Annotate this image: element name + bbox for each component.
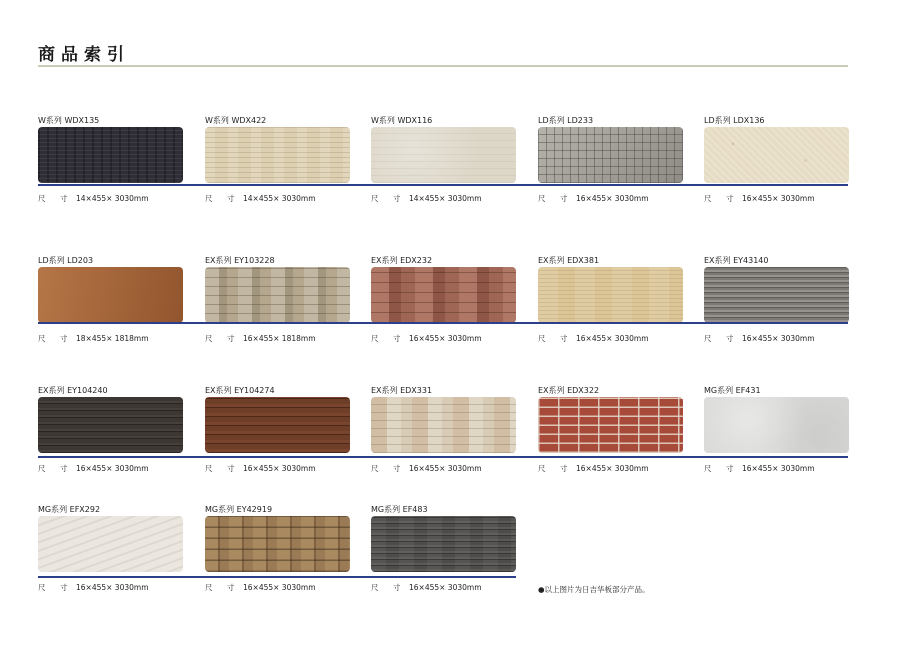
- size-value: 18×455× 1818mm: [76, 334, 149, 343]
- size-label-cun: 寸: [393, 194, 401, 203]
- product-swatch: [38, 127, 183, 183]
- size-label-chi: 尺: [38, 334, 46, 343]
- product-name: EX系列 EDX322: [538, 386, 600, 395]
- product-name: LD系列 LDX136: [704, 116, 765, 125]
- product-item: [371, 116, 516, 204]
- product-item: [704, 256, 849, 344]
- size-value: 16×455× 3030mm: [742, 334, 815, 343]
- size-label-cun: 寸: [560, 334, 568, 343]
- product-item: [205, 116, 350, 204]
- product-swatch: [538, 397, 683, 453]
- size-value: 16×455× 3030mm: [76, 464, 149, 473]
- size-value: 16×455× 3030mm: [742, 194, 815, 203]
- product-size: [704, 193, 849, 204]
- row-divider: [38, 322, 848, 324]
- product-swatch: [371, 127, 516, 183]
- product-item: [371, 505, 516, 593]
- size-label-cun: 寸: [726, 464, 734, 473]
- product-size: [205, 193, 350, 204]
- product-swatch: [205, 397, 350, 453]
- size-label-cun: 寸: [60, 334, 68, 343]
- size-label-cun: 寸: [393, 334, 401, 343]
- size-label-cun: 寸: [60, 583, 68, 592]
- product-swatch: [704, 127, 849, 183]
- product-size: [38, 463, 183, 474]
- product-item: [205, 256, 350, 344]
- size-label-cun: 寸: [60, 194, 68, 203]
- product-size: [38, 333, 183, 344]
- product-item: [38, 256, 183, 344]
- product-item: [371, 386, 516, 474]
- size-value: 14×455× 3030mm: [243, 194, 316, 203]
- product-item: [538, 386, 683, 474]
- size-label-chi: 尺: [205, 194, 213, 203]
- product-name: W系列 WDX116: [371, 116, 433, 125]
- size-value: 16×455× 3030mm: [409, 334, 482, 343]
- size-label-cun: 寸: [393, 583, 401, 592]
- product-swatch: [371, 516, 516, 572]
- product-size: [205, 582, 350, 593]
- size-value: 16×455× 3030mm: [576, 334, 649, 343]
- product-swatch: [704, 267, 849, 323]
- size-value: 16×455× 3030mm: [76, 583, 149, 592]
- size-label-chi: 尺: [538, 334, 546, 343]
- product-size: [704, 463, 849, 474]
- product-size: [538, 333, 683, 344]
- product-name: MG系列 EF431: [704, 386, 761, 395]
- size-label-cun: 寸: [560, 194, 568, 203]
- size-label-chi: 尺: [371, 464, 379, 473]
- product-size: [538, 193, 683, 204]
- product-size: [38, 582, 183, 593]
- product-swatch: [205, 267, 350, 323]
- size-label-cun: 寸: [726, 334, 734, 343]
- size-label-chi: 尺: [371, 583, 379, 592]
- product-name: MG系列 EY42919: [205, 505, 273, 514]
- product-item: [38, 116, 183, 204]
- size-label-chi: 尺: [704, 194, 712, 203]
- product-size: [371, 333, 516, 344]
- product-swatch: [538, 127, 683, 183]
- product-size: [38, 193, 183, 204]
- product-item: [38, 505, 183, 593]
- product-name: W系列 WDX422: [205, 116, 267, 125]
- row-divider: [38, 456, 848, 458]
- row-divider: [38, 576, 516, 578]
- size-label-cun: 寸: [393, 464, 401, 473]
- product-size: [371, 463, 516, 474]
- product-swatch: [38, 516, 183, 572]
- product-size: [205, 463, 350, 474]
- size-label-chi: 尺: [205, 464, 213, 473]
- product-swatch: [205, 516, 350, 572]
- product-item: [538, 256, 683, 344]
- size-label-chi: 尺: [38, 583, 46, 592]
- size-value: 16×455× 3030mm: [742, 464, 815, 473]
- size-label-chi: 尺: [38, 194, 46, 203]
- size-value: 16×455× 3030mm: [409, 583, 482, 592]
- size-label-chi: 尺: [538, 464, 546, 473]
- product-name: MG系列 EFX292: [38, 505, 101, 514]
- size-value: 16×455× 3030mm: [243, 583, 316, 592]
- product-swatch: [38, 267, 183, 323]
- product-swatch: [704, 397, 849, 453]
- size-label-cun: 寸: [726, 194, 734, 203]
- product-size: [538, 463, 683, 474]
- product-swatch: [538, 267, 683, 323]
- footnote: ●以上图片为日吉华板部分产品。: [538, 585, 650, 594]
- size-value: 16×455× 1818mm: [243, 334, 316, 343]
- size-value: 14×455× 3030mm: [76, 194, 149, 203]
- size-label-cun: 寸: [227, 464, 235, 473]
- size-label-cun: 寸: [60, 464, 68, 473]
- product-swatch: [38, 397, 183, 453]
- size-value: 16×455× 3030mm: [243, 464, 316, 473]
- row-divider: [38, 184, 848, 186]
- product-item: [704, 386, 849, 474]
- product-name: MG系列 EF483: [371, 505, 428, 514]
- product-name: EX系列 EY104240: [38, 386, 108, 395]
- size-label-cun: 寸: [227, 194, 235, 203]
- size-label-chi: 尺: [704, 464, 712, 473]
- size-label-chi: 尺: [538, 194, 546, 203]
- product-swatch: [371, 397, 516, 453]
- product-size: [205, 333, 350, 344]
- size-label-chi: 尺: [205, 583, 213, 592]
- size-label-chi: 尺: [371, 334, 379, 343]
- size-value: 16×455× 3030mm: [576, 194, 649, 203]
- product-item: [38, 386, 183, 474]
- product-item: [538, 116, 683, 204]
- product-name: W系列 WDX135: [38, 116, 100, 125]
- title-divider: [38, 65, 848, 67]
- product-size: [371, 193, 516, 204]
- product-name: EX系列 EY43140: [704, 256, 769, 265]
- size-label-chi: 尺: [38, 464, 46, 473]
- size-label-cun: 寸: [227, 334, 235, 343]
- product-name: EX系列 EDX232: [371, 256, 433, 265]
- size-label-chi: 尺: [371, 194, 379, 203]
- size-value: 16×455× 3030mm: [576, 464, 649, 473]
- product-item: [205, 505, 350, 593]
- page-title: 商品索引: [38, 45, 130, 65]
- size-label-chi: 尺: [205, 334, 213, 343]
- size-value: 14×455× 3030mm: [409, 194, 482, 203]
- size-label-cun: 寸: [560, 464, 568, 473]
- product-name: EX系列 EDX381: [538, 256, 600, 265]
- product-item: [371, 256, 516, 344]
- product-item: [704, 116, 849, 204]
- product-name: EX系列 EY103228: [205, 256, 275, 265]
- product-name: LD系列 LD203: [38, 256, 94, 265]
- product-name: EX系列 EY104274: [205, 386, 275, 395]
- product-swatch: [205, 127, 350, 183]
- product-name: EX系列 EDX331: [371, 386, 433, 395]
- size-label-chi: 尺: [704, 334, 712, 343]
- product-size: [371, 582, 516, 593]
- size-value: 16×455× 3030mm: [409, 464, 482, 473]
- product-swatch: [371, 267, 516, 323]
- product-item: [205, 386, 350, 474]
- product-size: [704, 333, 849, 344]
- size-label-cun: 寸: [227, 583, 235, 592]
- product-name: LD系列 LD233: [538, 116, 594, 125]
